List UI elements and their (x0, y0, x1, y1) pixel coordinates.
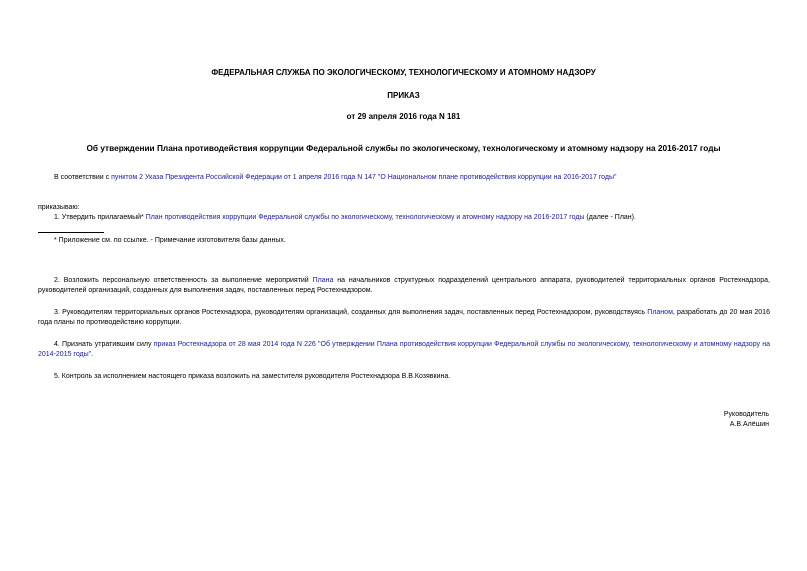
item-4-paragraph (38, 340, 770, 360)
item-1-text: 1. Утвердить прилагаемый* (54, 214, 146, 221)
item-4-suffix: . (91, 351, 94, 358)
plan-link[interactable]: План противодействия коррупции Федеральной службы по экологическому, технологическому и атомному надзору на 2016-2017 годы (145, 214, 585, 221)
item-2-paragraph (38, 276, 770, 296)
signature-position: Руководитель (723, 411, 769, 418)
preamble-paragraph (38, 173, 770, 183)
plan-link-item-2[interactable]: Плана (312, 277, 334, 284)
document-date: от 29 апреля 2016 года N 181 (346, 112, 461, 121)
signature-name: А.В.Алёшин (729, 421, 769, 428)
order-word: приказываю: (38, 204, 80, 211)
agency-name: ФЕДЕРАЛЬНАЯ СЛУЖБА ПО ЭКОЛОГИЧЕСКОМУ, ТЕХНОЛОГИЧЕСКОМУ И АТОМНОМУ НАДЗОРУ (211, 68, 596, 77)
plan-link-item-3[interactable]: Планом (647, 309, 673, 316)
footnote: * Приложение см. по ссылке. - Примечание изготовителя базы данных. (54, 237, 286, 244)
document-title: Об утверждении Плана противодействия коррупции Федеральной службы по экологическому, технологическому и атомному надзору на 2016-2017 годы (86, 143, 721, 153)
item-5-paragraph: 5. Контроль за исполнением настоящего приказа возложить на заместителя руководителя Ростехнадзора В.В.Козявкина. (54, 373, 451, 380)
item-2-suffix: на начальников структурных подразделений центрального аппарата, руководителей территориальных органов Ростехнадзора, руководителей организаций, созданных для выполнения задач, поставленных перед Ростехнадзором. (38, 277, 770, 294)
item-3-suffix: , разработать до 20 мая 2016 года планы по противодействию коррупции. (38, 309, 770, 326)
item-1-paragraph (38, 213, 770, 223)
footnote-divider (38, 232, 104, 233)
item-2-text: 2. Возложить персональную ответственность за выполнение мероприятий (54, 277, 313, 284)
document-type: ПРИКАЗ (387, 91, 420, 100)
decree-link[interactable]: пунктом 2 Указа Президента Российской Федерации от 1 апреля 2016 года N 147 "О Национальном плане противодействия коррупции на 2016-2017 годы" (111, 174, 617, 181)
item-3-paragraph (38, 308, 770, 328)
item-1-suffix: (далее - План). (584, 214, 636, 221)
repealed-order-link[interactable]: приказ Ростехнадзора от 28 мая 2014 года N 226 "Об утверждении Плана противодействия коррупции Федеральной службы по экологическому, технологическому и атомному надзору на 2014-2015 годы" (38, 341, 770, 358)
item-4-text: 4. Признать утратившим силу (54, 341, 154, 348)
item-3-text: 3. Руководителям территориальных органов Ростехнадзора, руководителям организаций, созданных для выполнения задач, поставленных перед Ростехнадзором, руководствуясь (54, 309, 648, 316)
preamble-text: В соответствии с (54, 174, 112, 181)
